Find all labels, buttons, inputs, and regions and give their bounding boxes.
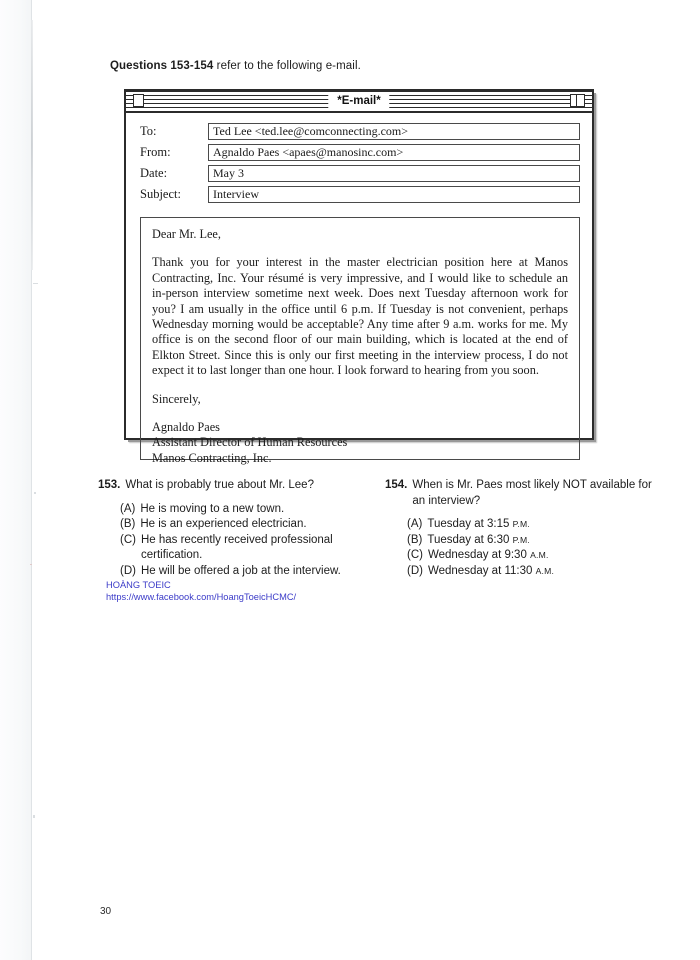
- choice-text: He will be offered a job at the interview.: [140, 564, 341, 577]
- email-field-subject-value[interactable]: Interview: [208, 186, 580, 203]
- question-153: [98, 478, 370, 580]
- choice-meridiem: P.M.: [512, 519, 530, 530]
- choice-text: He has recently received professional certification.: [140, 533, 333, 562]
- email-signature-block: [152, 420, 568, 466]
- scan-speck: [33, 815, 35, 818]
- email-signature-company: Manos Contracting, Inc.: [152, 450, 272, 465]
- email-field-from-value[interactable]: Agnaldo Paes <apaes@manosinc.com>: [208, 144, 580, 161]
- watermark-url[interactable]: https://www.facebook.com/HoangToeicHCMC/: [106, 591, 297, 602]
- choice-meridiem: P.M.: [512, 534, 530, 545]
- question-154-choice-a[interactable]: [407, 517, 660, 533]
- question-153-choice-a[interactable]: [120, 502, 370, 518]
- question-instruction: [110, 60, 361, 72]
- scan-speck: [34, 492, 36, 494]
- choice-letter: (C): [120, 533, 136, 546]
- email-field-to-label: To:: [140, 124, 157, 138]
- question-instruction-range: Questions 153-154: [110, 60, 214, 72]
- scan-left-shadow-line: [31, 20, 33, 270]
- question-153-choice-b[interactable]: [120, 517, 370, 533]
- choice-letter: (A): [407, 518, 423, 531]
- zoom-box-icon[interactable]: [570, 94, 585, 107]
- email-body-paragraph: Thank you for your interest in the master electrician position here at Manos Contracting, Inc. Your résumé is very impressive, and I would like to schedule an in-person interview sometime next week. Does next Tuesday afternoon work for you? I am usually in the office until 6 p.m. If Tuesday is not convenient, perhaps Wednesday morning would be acceptable? Any time after 9 a.m. works for me. My office is on the second floor of our main building, which is located at the end of Elkton Street. Since this is only our first meeting in the interview process, I do not expect it to last longer than one hour. I look forward to hearing from you soon.: [152, 255, 568, 378]
- email-field-to: [140, 123, 580, 140]
- choice-text: [427, 517, 660, 533]
- choice-letter: (D): [407, 564, 423, 577]
- question-153-stem: What is probably true about Mr. Lee?: [125, 479, 314, 491]
- question-154-number: 154.: [385, 479, 408, 491]
- page-number: 30: [100, 906, 112, 917]
- choice-text: He is an experienced electrician.: [140, 518, 307, 531]
- choice-text: He is moving to a new town.: [140, 502, 285, 515]
- choice-letter: (C): [407, 549, 423, 562]
- email-field-from: [140, 144, 580, 161]
- question-153-stem-row: [98, 478, 370, 494]
- email-field-from-label: From:: [140, 145, 171, 159]
- email-signature-name: Agnaldo Paes: [152, 420, 220, 435]
- question-154: [385, 478, 660, 580]
- email-field-date-label: Date:: [140, 166, 168, 180]
- choice-time: Tuesday at 6:30: [427, 533, 513, 546]
- question-154-stem: When is Mr. Paes most likely NOT available for an interview?: [412, 479, 652, 507]
- choice-time: Tuesday at 3:15: [427, 518, 513, 531]
- email-header-fields: [126, 113, 592, 213]
- close-box-icon[interactable]: [133, 94, 144, 107]
- choice-meridiem: A.M.: [535, 565, 555, 576]
- question-154-choice-c[interactable]: [407, 548, 660, 564]
- watermark: [106, 580, 296, 603]
- question-153-number: 153.: [98, 479, 121, 491]
- question-154-choice-b[interactable]: [407, 533, 660, 549]
- choice-text: [428, 548, 660, 564]
- email-field-date-value[interactable]: May 3: [208, 165, 580, 182]
- question-154-stem-row: [385, 478, 660, 509]
- email-closing: Sincerely,: [152, 391, 201, 406]
- email-window-title: *E-mail*: [328, 94, 389, 108]
- question-153-choice-c[interactable]: [120, 533, 370, 564]
- email-signature-title: Assistant Director of Human Resources: [152, 435, 348, 450]
- email-body-panel: [140, 217, 580, 465]
- email-titlebar: [126, 91, 592, 113]
- choice-letter: (A): [120, 502, 136, 515]
- question-153-choice-d[interactable]: [120, 564, 370, 580]
- scan-speck: [30, 564, 32, 565]
- choice-letter: (B): [407, 533, 423, 546]
- choice-text: [427, 533, 660, 549]
- question-instruction-text: refer to the following e-mail.: [216, 60, 361, 72]
- watermark-title: HOÀNG TOEIC: [106, 580, 171, 590]
- email-field-to-value[interactable]: Ted Lee <ted.lee@comconnecting.com>: [208, 123, 580, 140]
- choice-time: Wednesday at 9:30: [427, 549, 531, 562]
- choice-letter: (D): [120, 564, 136, 577]
- choice-meridiem: A.M.: [530, 550, 549, 561]
- email-field-date: [140, 165, 580, 182]
- question-154-choice-d[interactable]: [407, 564, 660, 580]
- choice-text: [428, 564, 660, 580]
- email-window: [124, 89, 594, 465]
- scan-left-margin-band: [0, 0, 32, 960]
- email-field-subject-label: Subject:: [140, 187, 181, 201]
- choice-letter: (B): [120, 518, 136, 531]
- email-field-subject: [140, 186, 580, 203]
- question-153-choices: [98, 502, 370, 580]
- email-greeting: Dear Mr. Lee,: [152, 227, 221, 241]
- choice-time: Wednesday at 11:30: [427, 564, 536, 577]
- scan-speck: [33, 283, 38, 284]
- question-154-choices: [385, 517, 660, 579]
